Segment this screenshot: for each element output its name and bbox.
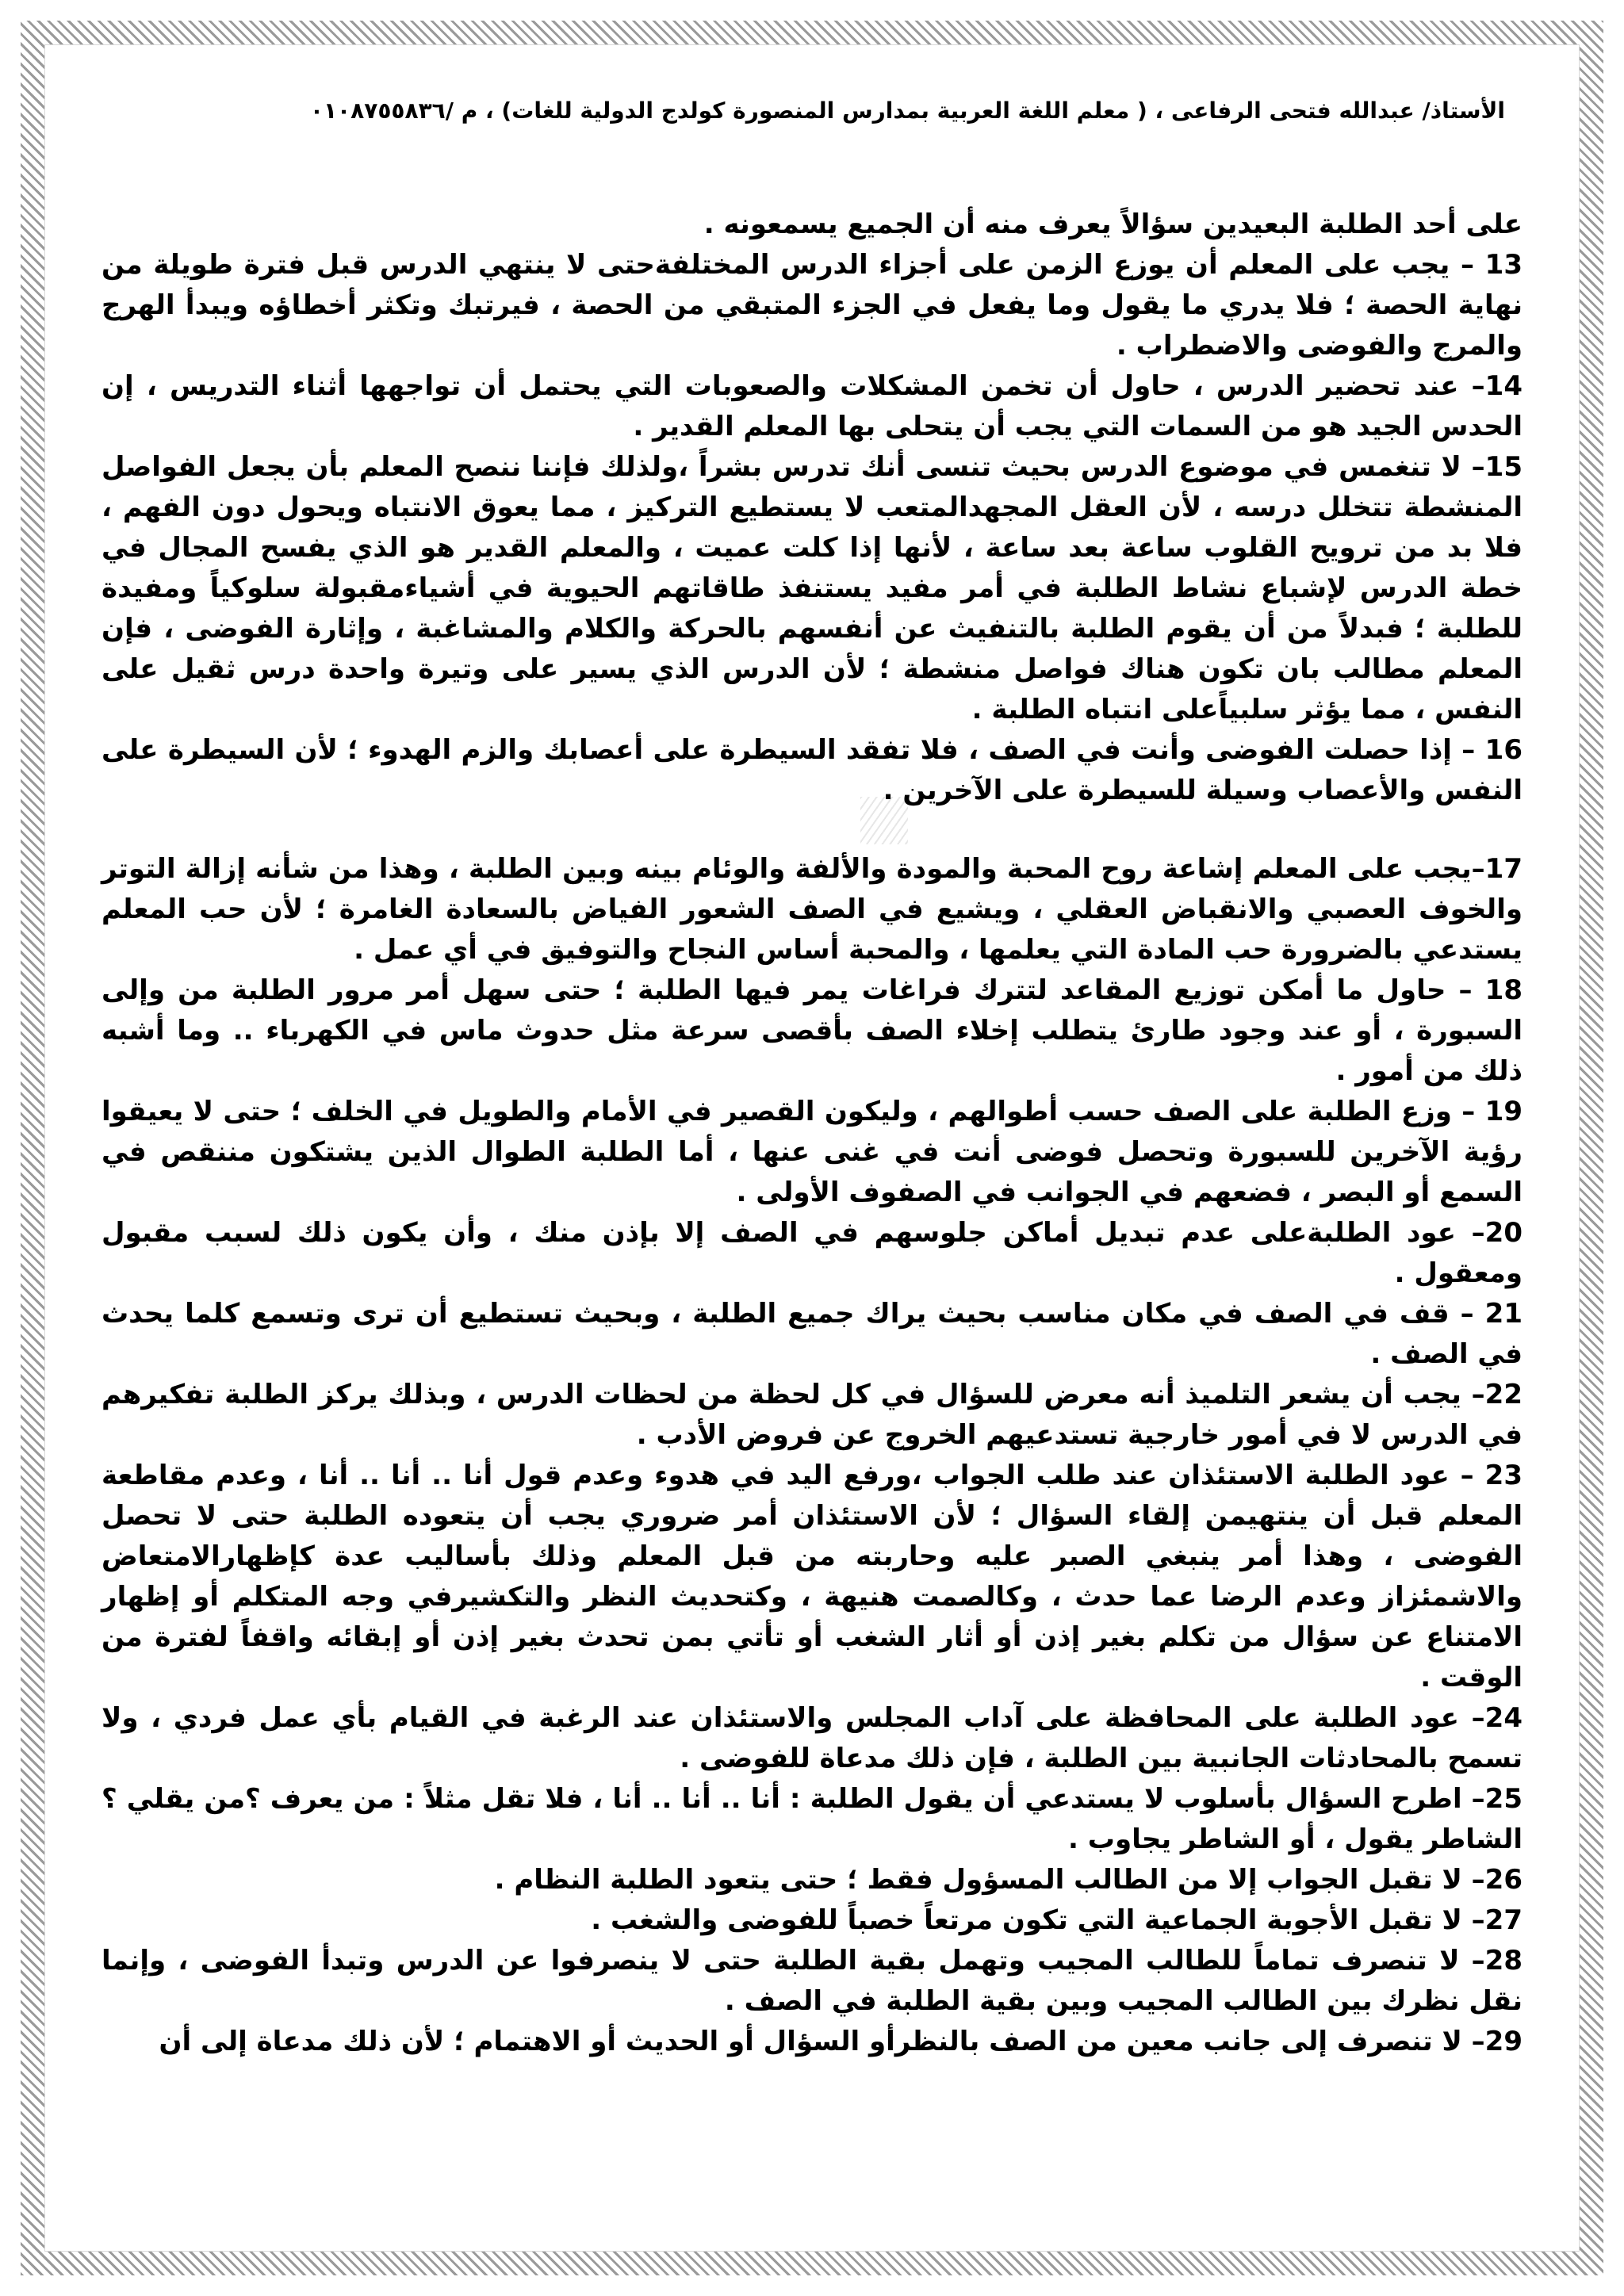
paragraph-26: 26– لا تقبل الجواب إلا من الطالب المسؤول فقط ؛ حتى يتعود الطلبة النظام .: [494, 1864, 1522, 1896]
paragraph-25: 25– اطرح السؤال بأسلوب لا يستدعي أن يقول الطلبة : أنا .. أنا .. أنا ، فلا تقل مثلاً : من يعرف ؟من يقلي ؟ الشاطر يقول ، أو الشاطر يجاوب .: [102, 1783, 1522, 1855]
paragraph-19: 19 – وزع الطلبة على الصف حسب أطوالهم ، وليكون القصير في الأمام والطويل في الخلف ؛ حتى لا يعيقوا رؤية الآخرين للسبورة وتحصل فوضى أنت في غنى عنها ، أما الطلبة الطوال الذين يشتكون مننقص في السمع أو البصر ، فضعهم في الجوانب في الصفوف الأولى .: [102, 1096, 1522, 1208]
paragraph-14: 14– عند تحضير الدرس ، حاول أن تخمن المشكلات والصعوبات التي يحتمل أن تواجهها أثناء التدريس ، إن الحدس الجيد هو من السمات التي يجب أن يتحلى بها المعلم القدير .: [102, 370, 1522, 442]
paragraph-20: 20– عود الطلبةعلى عدم تبديل أماكن جلوسهم في الصف إلا بإذن منك ، وأن يكون ذلك لسبب مقبول ومعقول .: [102, 1217, 1522, 1289]
paragraph-13: 13 – يجب على المعلم أن يوزع الزمن على أجزاء الدرس المختلفةحتى لا ينتهي الدرس قبل فترة طويلة من نهاية الحصة ؛ فلا يدري ما يقول وما يفعل في الجزء المتبقي من الحصة ، فيرتبك وتكثر أخطاؤه ويبدأ الهرج والمرج والفوضى والاضطراب .: [102, 249, 1522, 362]
paragraph-27: 27– لا تقبل الأجوبة الجماعية التي تكون مرتعاً خصباً للفوضى والشغب .: [591, 1904, 1522, 1936]
paragraph-22: 22– يجب أن يشعر التلميذ أنه معرض للسؤال في كل لحظة من لحظات الدرس ، وبذلك يركز الطلبة تفكيرهم في الدرس لا في أمور خارجية تستدعيهم الخروج عن فروض الأدب .: [102, 1379, 1522, 1451]
page-header: الأستاذ/ عبدالله فتحى الرفاعى ، ( معلم اللغة العربية بمدارس المنصورة كولدج الدولية للغات) ، م /٠١٠٨٧٥٥٨٣٦: [309, 98, 1505, 124]
paragraph-18: 18 – حاول ما أمكن توزيع المقاعد لتترك فراغات يمر فيها الطلبة ؛ حتى سهل أمر مرور الطلبة من وإلى السبورة ، أو عند وجود طارئ يتطلب إخلاء الصف بأقصى سرعة مثل حدوث ماس في الكهرباء .. وما أشبه ذلك من أمور .: [102, 974, 1522, 1087]
paragraph-17: 17–يجب على المعلم إشاعة روح المحبة والمودة والألفة والوئام بينه وبين الطلبة ، وهذا من شأنه إزالة التوتر والخوف العصبي والانقباض العقلي ، ويشيع في الصف الشعور الفياض بالسعادة الغامرة ؛ لأن حب المعلم يستدعي بالضرورة حب المادة التي يعلمها ، والمحبة أساس النجاح والتوفيق في أي عمل .: [102, 853, 1522, 966]
paragraph-23: 23 – عود الطلبة الاستئذان عند طلب الجواب ،ورفع اليد في هدوء وعدم قول أنا .. أنا .. أنا ، وعدم مقاطعة المعلم قبل أن ينتهيمن إلقاء السؤال ؛ لأن الاستئذان أمر ضروري يجب أن يتعوده الطلبة حتى لا تحصل الفوضى ، وهذا أمر ينبغي الصبر عليه وحاربته من قبل المعلم وذلك بأساليب عدة كإظهارالامتعاض والاشمئزاز وعدم الرضا عما حدث ، وكالصمت هنيهة ، وكتحديث النظر والتكشيرفي وجه المتكلم أو إظهار الامتناع عن سؤال من تكلم بغير إذن أو أثار الشغب أو تأتي بمن تحدث بغير إذن أو إبقائه واقفاً لفترة من الوقت .: [102, 1460, 1522, 1693]
paragraph-16: 16 – إذا حصلت الفوضى وأنت في الصف ، فلا تفقد السيطرة على أعصابك والزم الهدوء ؛ لأن السيطرة على النفس والأعصاب وسيلة للسيطرة على الآخرين .: [102, 734, 1522, 806]
paragraph-24: 24– عود الطلبة على المحافظة على آداب المجلس والاستئذان عند الرغبة في القيام بأي عمل فردي ، ولا تسمح بالمحادثات الجانبية بين الطلبة ، فإن ذلك مدعاة للفوضى .: [102, 1702, 1522, 1774]
paragraph-21: 21 – قف في الصف في مكان مناسب بحيث يراك جميع الطلبة ، وبحيث تستطيع أن ترى وتسمع كلما يحدث في الصف .: [102, 1298, 1522, 1370]
document-body: [102, 205, 1522, 2062]
paragraph-28: 28– لا تنصرف تماماً للطالب المجيب وتهمل بقية الطلبة حتى لا ينصرفوا عن الدرس وتبدأ الفوضى ، وإنما نقل نظرك بين الطالب المجيب وبين بقية الطلبة في الصف .: [102, 1945, 1522, 2017]
paragraph-intro: على أحد الطلبة البعيدين سؤالاً يعرف منه أن الجميع يسمعونه .: [703, 209, 1522, 240]
paragraph-29: 29– لا تنصرف إلى جانب معين من الصف بالنظرأو السؤال أو الحديث أو الاهتمام ؛ لأن ذلك مدعاة إلى أن: [159, 2026, 1522, 2057]
paragraph-15: 15– لا تنغمس في موضوع الدرس بحيث تنسى أنك تدرس بشراً ،ولذلك فإننا ننصح المعلم بأن يجعل الفواصل المنشطة تتخلل درسه ، لأن العقل المجهدالمتعب لا يستطيع التركيز ، مما يعوق الانتباه ويحول دون الفهم ، فلا بد من ترويح القلوب ساعة بعد ساعة ، لأنها إذا كلت عميت ، والمعلم القدير هو الذي يفسح المجال في خطة الدرس لإشباع نشاط الطلبة في أمر مفيد يستنفذ طاقاتهم الحيوية في أشياءمقبولة سلوكياً ومفيدة للطلبة ؛ فبدلاً من أن يقوم الطلبة بالتنفيث عن أنفسهم بالحركة والكلام والمشاغبة ، وإثارة الفوضى ، فإن المعلم مطالب بان تكون هناك فواصل منشطة ؛ لأن الدرس الذي يسير على وتيرة واحدة درس ثقيل على النفس ، مما يؤثر سلبياًعلى انتباه الطلبة .: [102, 451, 1522, 725]
paragraph-gap: [102, 811, 1522, 849]
